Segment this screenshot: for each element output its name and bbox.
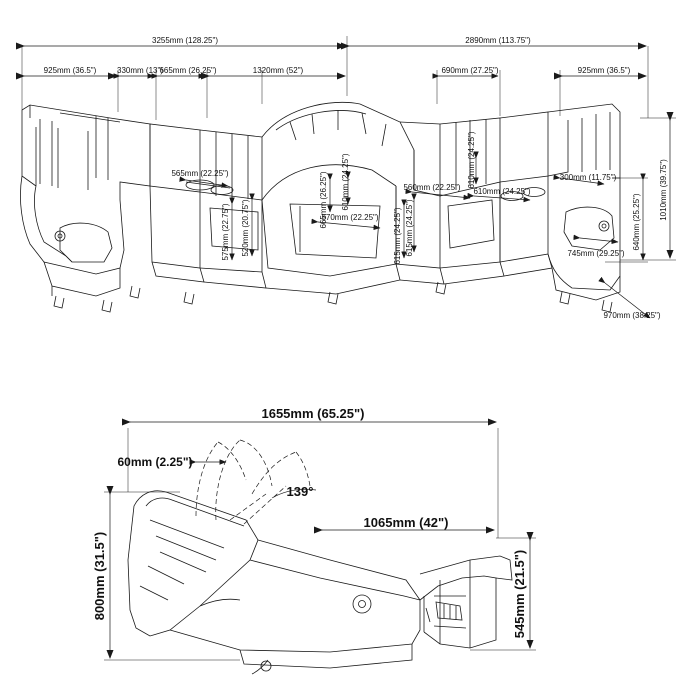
dim-right-verticals bbox=[603, 118, 676, 320]
internal-dims-top bbox=[171, 131, 624, 264]
dim-text-610b: 610mm (24.25") bbox=[473, 187, 531, 196]
dim-text-seat-mid-right: 690mm (27.25") bbox=[441, 66, 499, 75]
dim-text-overall-height: 800mm (31.5") bbox=[92, 531, 107, 621]
dim-text-overall-left: 3255mm (128.25") bbox=[152, 36, 218, 45]
dim-text-575: 575mm (22.75") bbox=[221, 203, 230, 261]
dim-text-seat-mid-left: 665mm (26.25") bbox=[159, 66, 217, 75]
dim-text-615b: 615mm (24.25") bbox=[405, 199, 414, 257]
top-view-group bbox=[20, 36, 676, 320]
dim-text-back-height: 1010mm (39.75") bbox=[659, 159, 668, 221]
dim-text-console-left: 330mm (13") bbox=[117, 66, 163, 75]
dim-text-seat-to-footrest: 1065mm (42") bbox=[363, 515, 449, 530]
dim-recline-angle bbox=[272, 484, 316, 499]
dim-footrest-height bbox=[470, 538, 536, 650]
dim-chain-second bbox=[24, 66, 646, 76]
dim-text-arm-depth-right: 970mm (38.25") bbox=[603, 311, 661, 320]
dim-text-300: 300mm (11.75") bbox=[559, 173, 617, 182]
dim-text-520: 520mm (20.75") bbox=[241, 199, 250, 257]
dim-text-745: 745mm (29.25") bbox=[567, 249, 625, 258]
dim-text-610-back: 610mm (24.25") bbox=[467, 131, 476, 189]
dim-text-570: 570mm (22.25") bbox=[321, 213, 379, 222]
side-view-group bbox=[92, 406, 536, 674]
dim-overall-left-run bbox=[24, 36, 345, 46]
dim-text-footrest-height: 545mm (21.5") bbox=[512, 549, 527, 639]
recline-ghost-positions bbox=[196, 440, 310, 524]
dim-text-seat-back-right: 640mm (25.25") bbox=[632, 193, 641, 251]
dim-headrest-travel bbox=[117, 455, 226, 469]
dim-text-610: 610mm (24.25") bbox=[341, 153, 350, 211]
extension-lines-top bbox=[22, 36, 648, 120]
power-button-icon-side bbox=[353, 595, 371, 613]
dim-text-565: 565mm (22.25") bbox=[171, 169, 229, 178]
dim-overall-right-run bbox=[349, 36, 646, 46]
power-button-icon-right bbox=[599, 221, 609, 231]
dim-text-left-arm-seat: 925mm (36.5") bbox=[43, 66, 97, 75]
dim-overall-height bbox=[92, 492, 240, 660]
dim-text-overall-right: 2890mm (113.75") bbox=[465, 36, 531, 45]
dim-text-560: 560mm (22.25") bbox=[403, 183, 461, 192]
dim-text-665: 665mm (26.25") bbox=[319, 171, 328, 229]
dim-text-headrest-travel: 60mm (2.25") bbox=[117, 455, 193, 469]
dim-text-recline-angle: 139° bbox=[286, 484, 314, 499]
dim-text-right-arm-seat: 925mm (36.5") bbox=[577, 66, 631, 75]
recliner-side-outline bbox=[128, 491, 512, 674]
dim-seat-to-footrest bbox=[322, 515, 494, 530]
dim-text-615: 615mm (24.25") bbox=[393, 207, 402, 265]
dim-text-corner-wedge: 1320mm (52") bbox=[252, 66, 304, 75]
dim-text-extended-length: 1655mm (65.25") bbox=[261, 406, 365, 421]
